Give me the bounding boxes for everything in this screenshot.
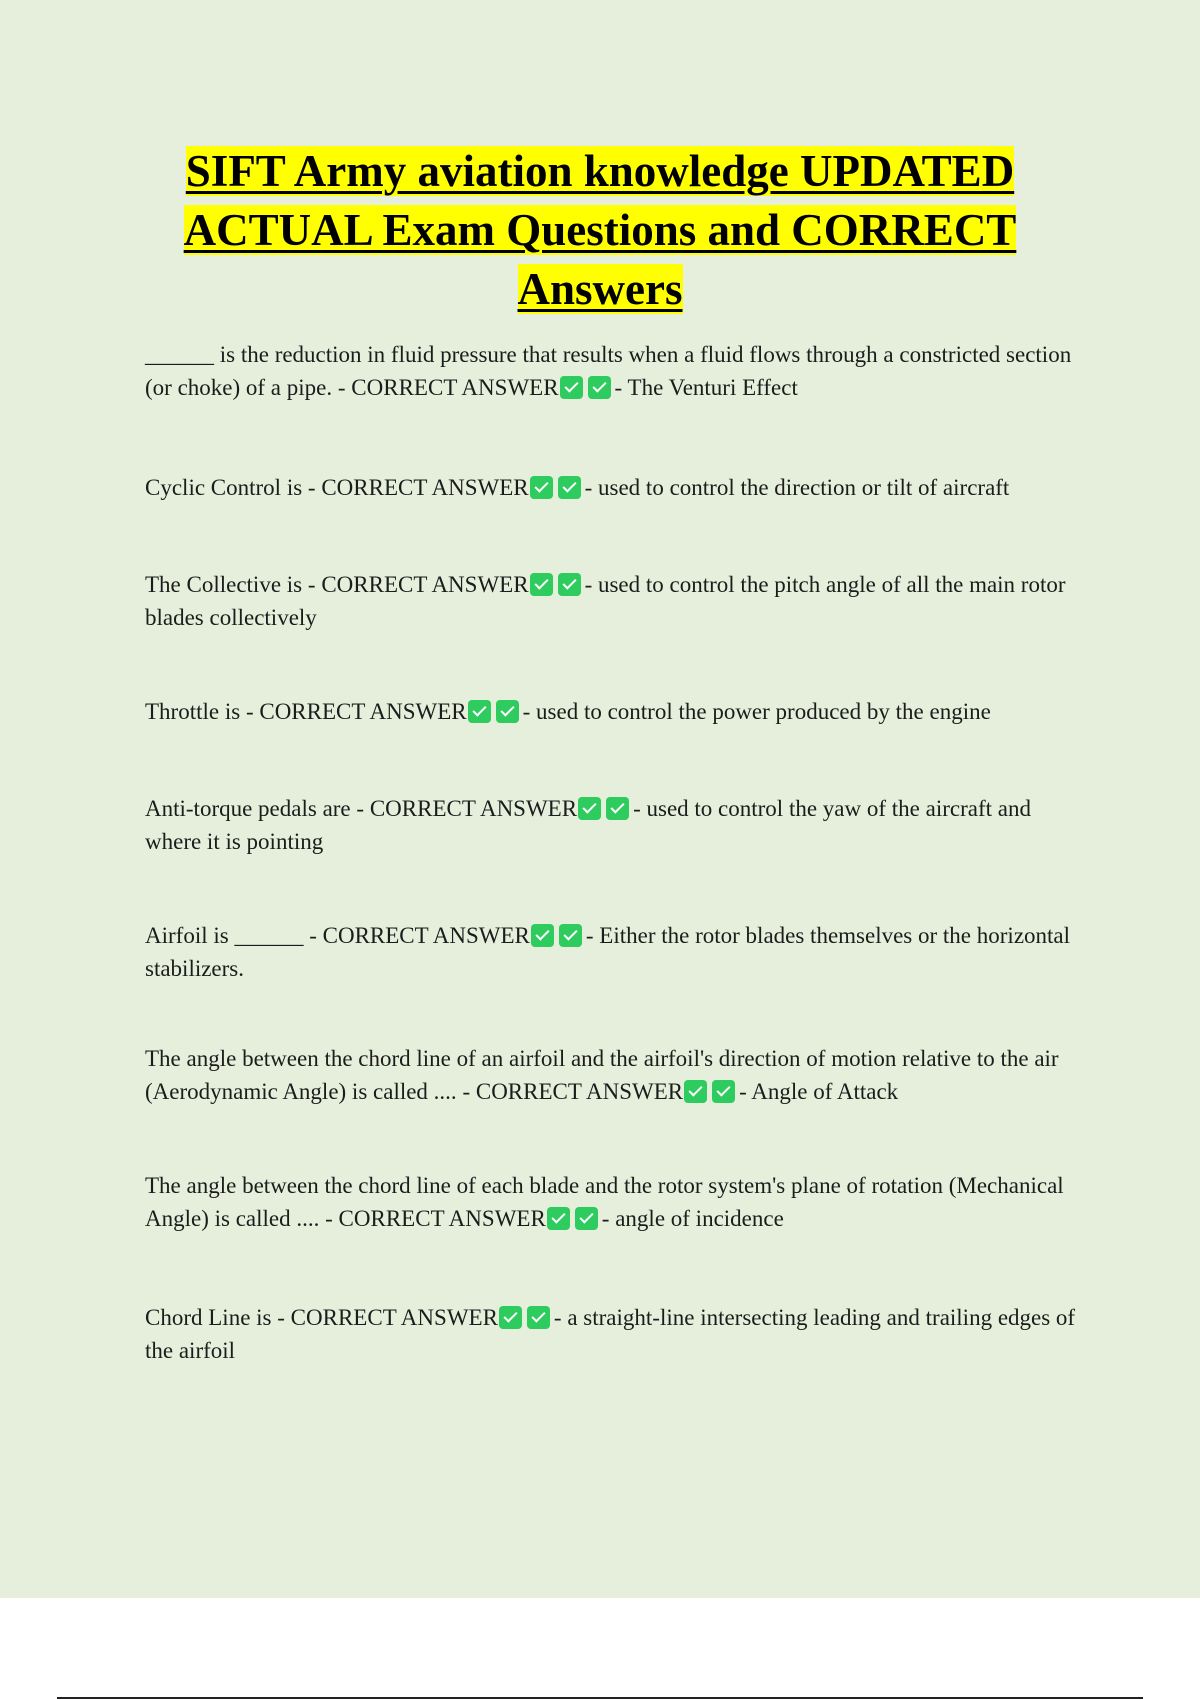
page-divider	[57, 1697, 1143, 1699]
check-icon	[588, 376, 611, 399]
check-icon	[558, 573, 581, 596]
check-icon	[684, 1080, 707, 1103]
check-icon	[530, 476, 553, 499]
answer-marker: CORRECT ANSWER	[259, 699, 467, 724]
answer-marker: CORRECT ANSWER	[351, 375, 559, 400]
qa-item-3: The Collective is - CORRECT ANSWER - used to control the pitch angle of all the main rotor blades collectively	[145, 572, 1066, 630]
qa-item-5: Anti-torque pedals are - CORRECT ANSWER - used to control the yaw of the aircraft and where it is pointing	[145, 796, 1031, 854]
check-icon	[560, 376, 583, 399]
check-icon	[559, 924, 582, 947]
check-icon	[527, 1306, 550, 1329]
answer-marker: CORRECT ANSWER	[290, 1305, 498, 1330]
answer-marker: CORRECT ANSWER	[475, 1079, 684, 1104]
question-text: The angle between the chord line of an airfoil and the airfoil's direction of motion relative to the air (Aerodynamic Angle) is called ....	[145, 1046, 1059, 1104]
check-icon	[606, 797, 629, 820]
qa-item-7: The angle between the chord line of an airfoil and the airfoil's direction of motion relative to the air (Aerodynamic Angle) is called .... - CORRECT ANSWER - Angle of Attack	[145, 1046, 1059, 1104]
answer-text: angle of incidence	[615, 1206, 784, 1231]
document-title	[130, 142, 1070, 319]
question-text: ______ is the reduction in fluid pressure that results when a fluid flows through a constricted section (or choke) of a pipe.	[145, 342, 1072, 400]
question-text: Airfoil is ______	[145, 923, 304, 948]
check-icon	[499, 1306, 522, 1329]
answer-text: used to control the power produced by the engine	[536, 699, 991, 724]
check-icon	[496, 700, 519, 723]
answer-text: used to control the direction or tilt of aircraft	[598, 475, 1010, 500]
answer-marker: CORRECT ANSWER	[338, 1206, 546, 1231]
qa-item-8: The angle between the chord line of each blade and the rotor system's plane of rotation (Mechanical Angle) is called .... - CORRECT ANSWER - angle of incidence	[145, 1173, 1064, 1231]
answer-marker: CORRECT ANSWER	[322, 923, 530, 948]
question-text: Chord Line is	[145, 1305, 272, 1330]
check-icon	[547, 1207, 570, 1230]
question-text: Throttle is	[145, 699, 241, 724]
check-icon	[712, 1080, 735, 1103]
qa-item-9: Chord Line is - CORRECT ANSWER - a straight-line intersecting leading and trailing edges of the airfoil	[145, 1305, 1076, 1363]
qa-item-4: Throttle is - CORRECT ANSWER - used to control the power produced by the engine	[145, 699, 991, 724]
title-highlight: SIFT Army aviation knowledge UPDATED ACTUAL Exam Questions and CORRECT Answers	[183, 146, 1017, 314]
answer-text: The Venturi Effect	[627, 375, 798, 400]
answer-marker: CORRECT ANSWER	[321, 572, 529, 597]
answer-text: used to control the yaw of the aircraft and where it is pointing	[145, 796, 1031, 854]
qa-item-6: Airfoil is ______ - CORRECT ANSWER - Either the rotor blades themselves or the horizontal stabilizers.	[145, 923, 1071, 981]
check-icon	[558, 476, 581, 499]
question-text: Anti-torque pedals are	[145, 796, 351, 821]
check-icon	[578, 797, 601, 820]
check-icon	[575, 1207, 598, 1230]
qa-item-1: ______ is the reduction in fluid pressure that results when a fluid flows through a constricted section (or choke) of a pipe. - CORRECT ANSWER - The Venturi Effect	[145, 342, 1072, 400]
answer-marker: CORRECT ANSWER	[321, 475, 529, 500]
check-icon	[468, 700, 491, 723]
check-icon	[531, 924, 554, 947]
answer-marker: CORRECT ANSWER	[369, 796, 578, 821]
question-text: Cyclic Control is	[145, 475, 303, 500]
answer-text: a straight-line intersecting leading and trailing edges of the airfoil	[145, 1305, 1076, 1363]
qa-item-2: Cyclic Control is - CORRECT ANSWER - used to control the direction or tilt of aircraft	[145, 475, 1010, 500]
question-text: The angle between the chord line of each blade and the rotor system's plane of rotation (Mechanical Angle) is called ....	[145, 1173, 1064, 1231]
answer-text: Angle of Attack	[751, 1079, 899, 1104]
check-icon	[530, 573, 553, 596]
question-text: The Collective is	[145, 572, 303, 597]
answer-text: used to control the pitch angle of all the main rotor blades collectively	[145, 572, 1066, 630]
answer-text: Either the rotor blades themselves or the horizontal stabilizers.	[145, 923, 1071, 981]
